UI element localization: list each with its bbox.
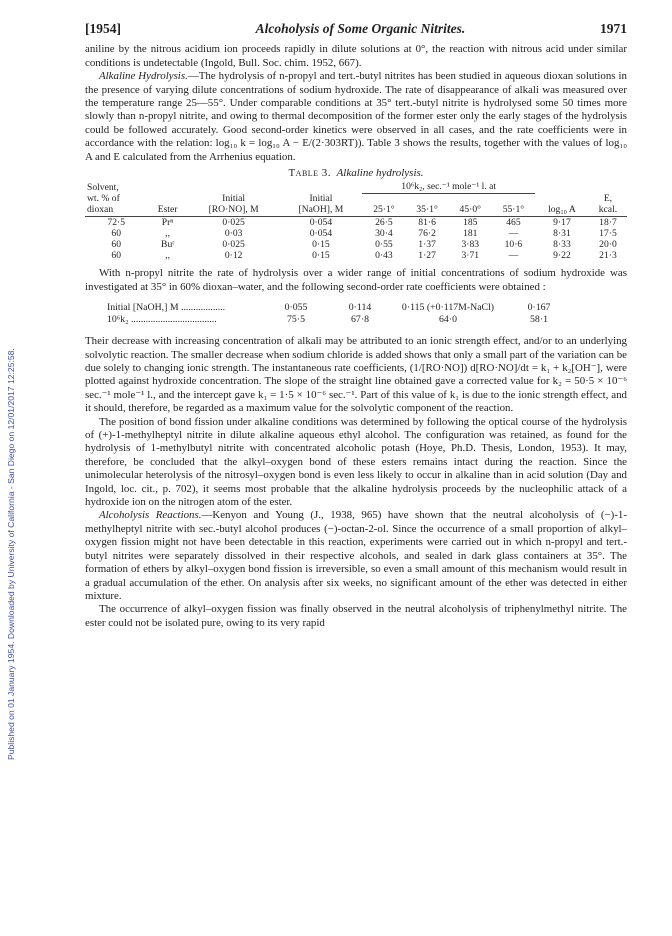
page-header bbox=[85, 22, 627, 35]
table-row bbox=[85, 216, 627, 228]
paragraph-alcoholysis-text: —Kenyon and Young (J., 1938, 965) have shown that the neutral alcoholysis of (−)-1-methylheptyl nitrite with sec.-butyl alcohol produces (−)-octan-2-ol. Since the occurrence of a small proportion of alkyl–oxygen fission might not have been detectable in this reaction, experiments were carried out in which n-propyl and tert.-butyl nitrites were separately dissolved in their respective alcohols, and sealed in dark glass containers at 35°. The formation of ethers by alkyl–oxygen bond fission is irreversible, so even a small amount of this mechanism would result in a gradual accumulation of the ether. On analysis after six weeks, no significant amount of the ether was detected in either mixture. bbox=[85, 509, 627, 602]
section-title-alcoholysis: Alcoholysis Reactions. bbox=[99, 509, 202, 522]
th-e-2: kcal. bbox=[589, 204, 627, 216]
paragraph-7: The occurrence of alkyl–oxygen fission was finally observed in the neutral alcoholysis of triphenylmethyl nitrite. The ester could not be isolated pure, owing to its very rapid bbox=[85, 603, 627, 629]
paragraph-alkaline-hydrolysis bbox=[85, 70, 627, 164]
cell-k4: 465 bbox=[506, 216, 521, 228]
cell-k4: — bbox=[508, 227, 519, 239]
table-row bbox=[85, 250, 627, 261]
cell-ro: 0·03 bbox=[224, 227, 243, 239]
cell-value: 64·0 bbox=[439, 314, 457, 326]
cell-ester: ,, bbox=[165, 250, 170, 262]
header-page-number: 1971 bbox=[599, 21, 627, 36]
cell-e: 18·7 bbox=[599, 216, 617, 228]
cell-dioxan: 60 bbox=[111, 250, 122, 262]
cell-log-a: 9·17 bbox=[553, 216, 571, 228]
cell-ester: ,, bbox=[165, 227, 170, 239]
th-initial-ro-unit: [RO·NO], M bbox=[188, 204, 280, 216]
cell-value: 75·5 bbox=[287, 314, 305, 326]
table-3-title: Alkaline hydrolysis. bbox=[336, 167, 424, 180]
table-3 bbox=[85, 181, 627, 261]
cell-e: 21·3 bbox=[599, 250, 617, 262]
cell-value: 67·8 bbox=[351, 314, 369, 326]
naoh-rate-table bbox=[107, 302, 627, 326]
cell-k1: 0·55 bbox=[375, 238, 393, 250]
download-watermark bbox=[6, 60, 20, 760]
cell-value: 58·1 bbox=[530, 314, 548, 326]
paragraph-5: The position of bond fission under alkaline conditions was determined by following the optical course of the hydrolysis of (+)-1-methylheptyl nitrite in dilute alkaline aqueous ethyl alcohol. The configuration was retained, as found for the hydrolysis of 1-methylbutyl nitrite with concentrated alcoholic potash (Hoye, Ph.D. Thesis, London, 1953). It may, therefore, be concluded that the alkyl–oxygen bond of these esters remains intact during the reaction. Since the unimolecular heterolysis of the nitrosyl–oxygen bond is even less likely to occur in alkaline than in acid solution (Day and Ingold, loc. cit., p. 702), it seems most probable that the alkaline hydrolysis proceeds by the nucleophilic attack of a hydroxide ion on the nitrogen atom of the ester. bbox=[85, 415, 627, 509]
header-year: [1954] bbox=[85, 21, 121, 36]
th-ester: Ester bbox=[147, 204, 187, 216]
cell-log-a: 9·22 bbox=[553, 250, 571, 262]
th-log-a: log₁₀ A bbox=[535, 204, 589, 216]
cell-naoh: 0·15 bbox=[312, 250, 330, 262]
cell-k3: 185 bbox=[463, 216, 478, 228]
cell-k2: 81·6 bbox=[418, 216, 436, 228]
th-temp-4: 55·1° bbox=[492, 204, 535, 216]
cell-k4: 10·6 bbox=[504, 238, 523, 250]
table-row bbox=[107, 302, 627, 314]
paragraph-1: aniline by the nitrous acidium ion proceeds rapidly in dilute solutions at 0°, the reaction with nitrous acid under similar conditions is undetectable (Ingold, Bull. Soc. chim. 1952, 667). bbox=[85, 43, 627, 69]
table-row bbox=[107, 314, 627, 326]
cell-value: 0·114 bbox=[348, 302, 372, 314]
cell-k3: 3·71 bbox=[461, 250, 480, 262]
table-3-label: Table 3. bbox=[288, 167, 332, 180]
cell-log-a: 8·31 bbox=[553, 227, 571, 239]
cell-value: 0·055 bbox=[284, 302, 308, 314]
cell-k4: — bbox=[508, 250, 519, 262]
cell-naoh: 0·054 bbox=[309, 216, 333, 228]
th-e-1: E, bbox=[603, 193, 613, 205]
cell-k1: 30·4 bbox=[375, 227, 393, 239]
cell-e: 17·5 bbox=[599, 227, 617, 239]
paragraph-4: Their decrease with increasing concentration of alkali may be attributed to an ionic strength effect, and/or to an underlying solvolytic reaction. The smaller decrease when sodium chloride is added shows that only a small part of the variation can be due solely to changing ionic strength. The instantaneous rate coefficients, (1/[RO·NO]) d[RO·NO]/dt = k₁ + k₂[OH⁻], were plotted against hydroxide concentration. The slope of the straight line obtained gave a corrected value for k₂ = 50·5 × 10⁻⁶ sec.⁻¹ mole⁻¹ l., and the intercept gave k₁ = 1·5 × 10⁻⁶ sec.⁻¹. Part of this value of k₁ is due to the ionic strength effect, and it should, therefore, be regarded as a maximum value for the solvolytic component of the reaction. bbox=[85, 335, 627, 415]
cell-dioxan: 60 bbox=[111, 227, 122, 239]
cell-ro: 0·025 bbox=[222, 238, 245, 250]
th-initial-ro: Initial bbox=[222, 193, 246, 205]
th-solvent-3: dioxan bbox=[85, 204, 147, 216]
th-initial-naoh: Initial bbox=[309, 193, 333, 205]
row-label-naoh: Initial [NaOH,] M .................. bbox=[107, 302, 226, 314]
cell-k3: 181 bbox=[463, 227, 478, 239]
th-solvent-2: wt. % of bbox=[87, 193, 120, 205]
cell-k1: 26·5 bbox=[375, 216, 393, 228]
cell-k2: 1·37 bbox=[418, 238, 436, 250]
th-solvent-1: Solvent, bbox=[87, 181, 119, 193]
paragraph-alcoholysis bbox=[85, 509, 627, 603]
cell-ro: 0·12 bbox=[224, 250, 243, 262]
cell-k2: 1·27 bbox=[418, 250, 436, 262]
article-page bbox=[85, 22, 627, 630]
cell-k3: 3·83 bbox=[461, 238, 480, 250]
cell-log-a: 8·33 bbox=[553, 238, 571, 250]
cell-k1: 0·43 bbox=[375, 250, 393, 262]
cell-ester: Buᵗ bbox=[161, 238, 175, 250]
cell-dioxan: 72·5 bbox=[107, 216, 126, 228]
table-row bbox=[85, 239, 627, 250]
cell-dioxan: 60 bbox=[111, 238, 122, 250]
cell-ro: 0·025 bbox=[222, 216, 245, 228]
th-temp-2: 35·1° bbox=[406, 204, 449, 216]
cell-value: 0·167 bbox=[527, 302, 551, 314]
paragraph-alkaline-hydrolysis-text: —The hydrolysis of n-propyl and tert.-butyl nitrites has been studied in aqueous dioxan solutions in the presence of varying dilute concentrations of sodium hydroxide. The rate of disappearance of alkali was measured over the temperature range 25—55°. Under comparable conditions at 35° tert.-butyl nitrite is hydrolysed some 50 times more slowly than n-propyl nitrite, and owing to thermal decomposition of the former ester only the early stages of the hydrolysis could be followed accurately. Good second-order kinetics were observed in all cases, and the rate coefficients were in accordance with the relation: log₁₀ k = log₁₀ A − E/(2·303RT)). Table 3 shows the results, together with the values of log₁₀ A and E calculated from the Arrhenius equation. bbox=[85, 70, 627, 163]
cell-naoh: 0·054 bbox=[309, 227, 333, 239]
paragraph-3: With n-propyl nitrite the rate of hydrolysis over a wider range of initial concentrations of sodium hydroxide was investigated at 35° in 60% dioxan–water, and the following second-order rate coefficients were obtained : bbox=[85, 267, 627, 293]
row-label-k2: 10⁶k₂ ................................... bbox=[107, 314, 217, 326]
th-temp-3: 45·0° bbox=[449, 204, 492, 216]
cell-k2: 76·2 bbox=[418, 227, 436, 239]
cell-e: 20·0 bbox=[599, 238, 617, 250]
th-temp-1: 25·1° bbox=[362, 204, 405, 216]
cell-value: 0·115 (+0·117M-NaCl) bbox=[401, 302, 495, 314]
table-3-caption bbox=[85, 167, 627, 180]
th-rate-span: 10⁶k₂, sec.⁻¹ mole⁻¹ l. at bbox=[362, 181, 535, 193]
cell-ester: Prⁿ bbox=[161, 216, 174, 228]
th-initial-naoh-unit: [NaOH], M bbox=[280, 204, 363, 216]
table-row bbox=[85, 228, 627, 239]
section-title-alkaline-hydrolysis: Alkaline Hydrolysis. bbox=[99, 70, 188, 83]
watermark-text: Published on 01 January 1954. Downloaded by University of California - San Diego on 12/01/2017 12:25:58. bbox=[6, 348, 16, 760]
cell-naoh: 0·15 bbox=[312, 238, 330, 250]
header-title: Alcoholysis of Some Organic Nitrites. bbox=[255, 21, 466, 36]
